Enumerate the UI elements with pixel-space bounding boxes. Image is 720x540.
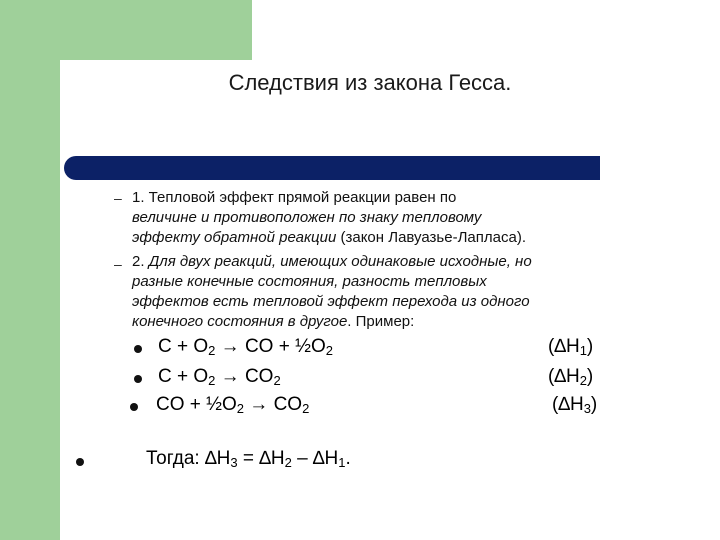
bullet-equation-2	[134, 375, 142, 383]
equation-2: $C + O_2 \to CO_2$	[158, 366, 281, 388]
enthalpy-3: $(\Delta H_3)$	[552, 394, 598, 416]
decor-blue-bar	[64, 156, 600, 180]
bullet-conclusion	[76, 458, 84, 466]
consequence-2-line-1: 2. Для двух реакций, имеющих одинаковые исходные, но	[132, 253, 532, 270]
consequence-1-line-1: 1. Тепловой эффект прямой реакции равен по	[132, 189, 457, 206]
consequence-2-line-3: эффектов есть тепловой эффект перехода из одного	[132, 293, 530, 310]
consequence-1-line-3: эффекту обратной реакции (закон Лавуазье-Лапласа).	[132, 229, 526, 246]
consequence-1	[132, 188, 692, 248]
enthalpy-1: $(\Delta H_1)$	[548, 336, 594, 358]
enthalpy-2: $(\Delta H_2)$	[548, 366, 594, 388]
dash-marker-1: –	[114, 190, 122, 206]
bullet-equation-1	[134, 345, 142, 353]
consequence-1-line-2: величине и противоположен по знаку тепловому	[132, 209, 482, 226]
consequence-2-line-4: конечного состояния в другое. Пример:	[132, 313, 415, 330]
slide-title: Следствия из закона Гесса.	[228, 70, 512, 95]
equation-3: CO + $\frac{1}{2}O_2 \to CO_2$	[156, 394, 310, 416]
consequence-2-line-2: разные конечные состояния, разность тепловых	[132, 273, 487, 290]
bullet-equation-3	[130, 403, 138, 411]
conclusion: Тогда: $\Delta H_3 = \Delta H_2 - \Delta H_1$.	[146, 448, 351, 470]
equation-1: $C + O_2$ → CO + $\frac{1}{2}O_2$	[158, 336, 333, 358]
dash-marker-2: –	[114, 256, 122, 272]
decor-green-left	[0, 0, 60, 540]
consequence-2	[132, 252, 692, 332]
